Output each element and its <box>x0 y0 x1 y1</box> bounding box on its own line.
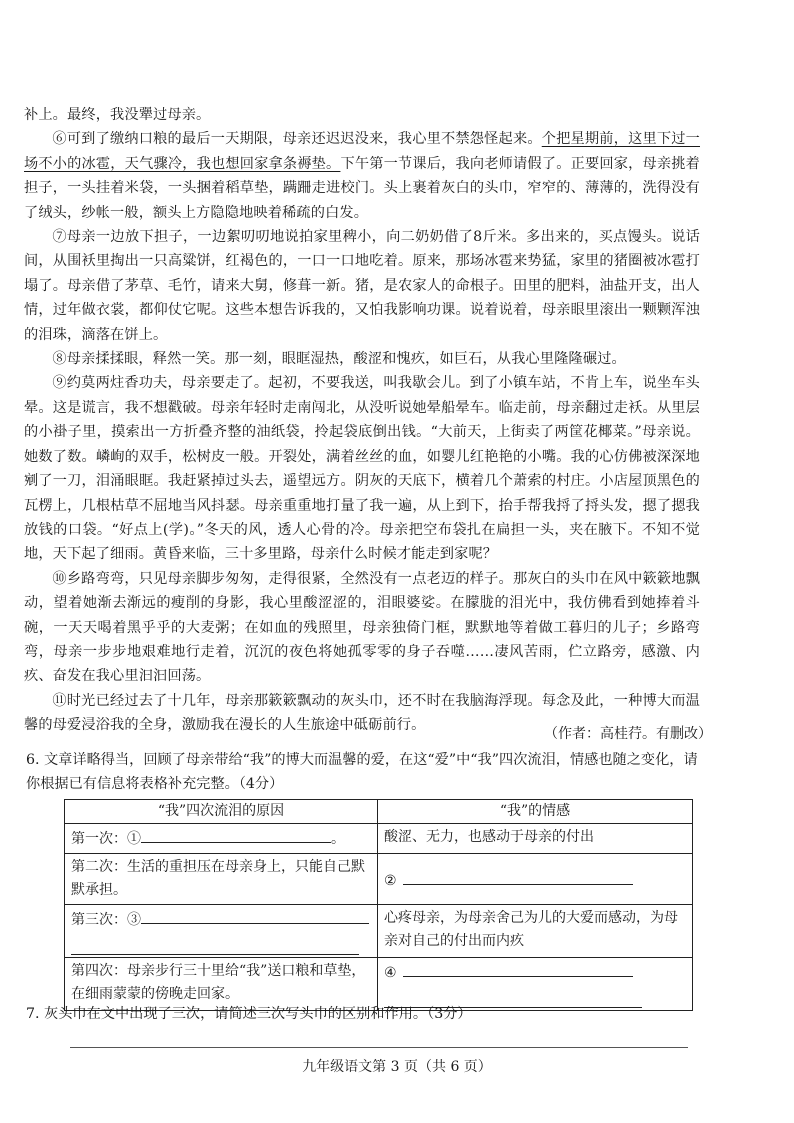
feeling-marker: ② <box>384 873 397 889</box>
paragraph-6-underlined-sentence: 个把星期前，这里下过一场不小的冰雹，天气骤冷，我也想回家拿条褥垫。 <box>24 131 700 172</box>
table-cell-feeling: 心疼母亲，为母亲舍己为儿的大爱而感动，为母亲对自己的付出而内疚 <box>378 905 693 958</box>
paragraph-6-start: ⑥可到了缴纳口粮的最后一天期限，母亲还迟迟没来，我心里不禁怨怪起来。 <box>52 131 542 148</box>
table-cell-reason: 第四次：母亲步行三十里给“我”送口粮和草垫，在细雨蒙蒙的傍晚走回家。 <box>65 958 378 1011</box>
table-header-row <box>65 800 693 824</box>
reason-suffix: 。 <box>331 831 345 847</box>
paragraph-9: ⑨约莫两炷香功夫，母亲要走了。起初，不要我送，叫我歇会儿。到了小镇车站，不肯上车，说坐车头晕。这是谎言，我不想戳破。母亲年轻时走南闯北，从没听说她晕船晕车。临走前，母亲翻过走袄。从里层的小褂子里，摸索出一方折叠齐整的油纸袋，拎起袋底倒出钱。“大前天，上街卖了两筐花椰菜。”母亲说。她数了数。嶙峋的双手，松树皮一般。开裂处，满着丝丝的血，如婴儿红艳艳的小嘴。我的心仿佛被深深地剜了一刀，泪涌眼眶。我赶紧掉过头去，遥望远方。阴灰的天底下，横着几个萧索的村庄。小店屋顶黑色的瓦楞上，几根枯草不屈地当风抖瑟。母亲重重地打量了我一遍，从上到下，抬手帮我捋了捋头发，摁了摁我放钱的口袋。“好点上(学)。”冬天的风，透人心骨的冷。母亲把空布袋扎在扁担一头，夹在腋下。不知不觉地，天下起了细雨。黄昏来临，三十多里路，母亲什么时候才能走到家呢？ <box>24 375 700 563</box>
author-credit: （作者：高桂荇。有删改） <box>544 726 712 742</box>
footer-divider <box>70 1047 688 1048</box>
table-cell-reason: 第二次：生活的重担压在母亲身上，只能自己默默承担。 <box>65 854 378 905</box>
reason-text: 第三次：③ <box>71 912 141 928</box>
table-header-feeling: “我”的情感 <box>378 800 693 824</box>
reason-text: 第一次：① <box>71 831 141 847</box>
table-row <box>65 824 693 854</box>
page-footer: 九年级语文第 3 页（共 6 页） <box>302 1059 492 1075</box>
table-cell-feeling <box>378 854 693 905</box>
feeling-marker: ④ <box>384 965 397 981</box>
tears-emotion-table <box>64 799 693 1011</box>
table-header-reason: “我”四次流泪的原因 <box>65 800 378 824</box>
paragraph-11: ⑪时光已经过去了十几年，母亲那簌簌飘动的灰头巾，还不时在我脑海浮现。每念及此，一种博大而温馨的母爱浸浴我的全身，激励我在漫长的人生旅途中砥砺前行。 <box>24 692 700 734</box>
table-cell-reason <box>65 824 378 854</box>
question-7: 7. 灰头巾在文中出现了三次，请简述三次写头巾的区别和作用。（3分） <box>26 1006 472 1022</box>
paragraph-7: ⑦母亲一边放下担子，一边絮叨叨地说拍家里稗小，向二奶奶借了8斤米。多出来的，买点馒头。说话间，从围袄里掏出一只高粱饼，红褐色的，一口一口地吃着。原来，那场冰雹来势猛，家里的猪圈被冰雹打塌了。母亲借了茅草、毛竹，请来大舅，修葺一新。猪，是农家人的命根子。田里的肥料，油盐开支，出人情，过年做衣裳，都仰仗它呢。这些本想告诉我的，又怕我影响功课。说着说着，母亲眼里滚出一颗颗浑浊的泪珠，滴落在饼上。 <box>24 229 700 343</box>
paragraph-10: ⑩乡路弯弯，只见母亲脚步匆匆，走得很紧，全然没有一点老迈的样子。那灰白的头巾在风中簌簌地飘动，望着她渐去渐远的瘦削的身影，我心里酸涩涩的，泪眼婆娑。在朦胧的泪光中，我仿佛看到她捧着斗碗，一天天喝着黑乎乎的大麦粥；在如血的残照里，母亲独倚门框，默默地等着做工暮归的儿子；乡路弯弯，母亲一步步地艰难地行走着，沉沉的夜色将她孤零零的身子吞噬……凄风苦雨，伫立路旁，感激、内疚、奋发在我心里汩汩回荡。 <box>24 570 700 685</box>
answer-blank-1[interactable] <box>141 826 331 843</box>
paragraph-5-end: 补上。最终，我没犟过母亲。 <box>24 107 211 123</box>
answer-blank-3[interactable] <box>141 907 369 924</box>
paragraph-6-end: 下午第一节课后，我向老师请假了。正要回家，母亲挑着担子，一头挂着米袋，一头捆着稻草垫，蹒跚走进校门。头上裹着灰白的头巾，窄窄的、薄薄的，洗得没有了绒头，纱帐一般，额头上方隐隐地映着稀疏的白发。 <box>24 155 700 221</box>
paragraph-8: ⑧母亲揉揉眼，释然一笑。那一刻，眼眶湿热，酸涩和愧疚，如巨石，从我心里隆隆碾过。 <box>52 351 626 368</box>
paragraph-6 <box>24 127 700 225</box>
table-cell-reason <box>65 905 378 958</box>
table-cell-feeling: 酸涩、无力，也感动于母亲的付出 <box>378 824 693 854</box>
answer-blank-3-line-2[interactable] <box>71 938 359 955</box>
question-6: 6. 文章详略得当，回顾了母亲带给“我”的博大而温馨的爱，在这“爱”中“我”四次流泪，情感也随之变化，请你根据已有信息将表格补充完整。（4分） <box>26 752 698 792</box>
reading-passage <box>24 103 700 738</box>
answer-blank-2[interactable] <box>403 868 633 885</box>
table-row <box>65 905 693 958</box>
answer-blank-4[interactable] <box>403 960 633 977</box>
table-row <box>65 854 693 905</box>
